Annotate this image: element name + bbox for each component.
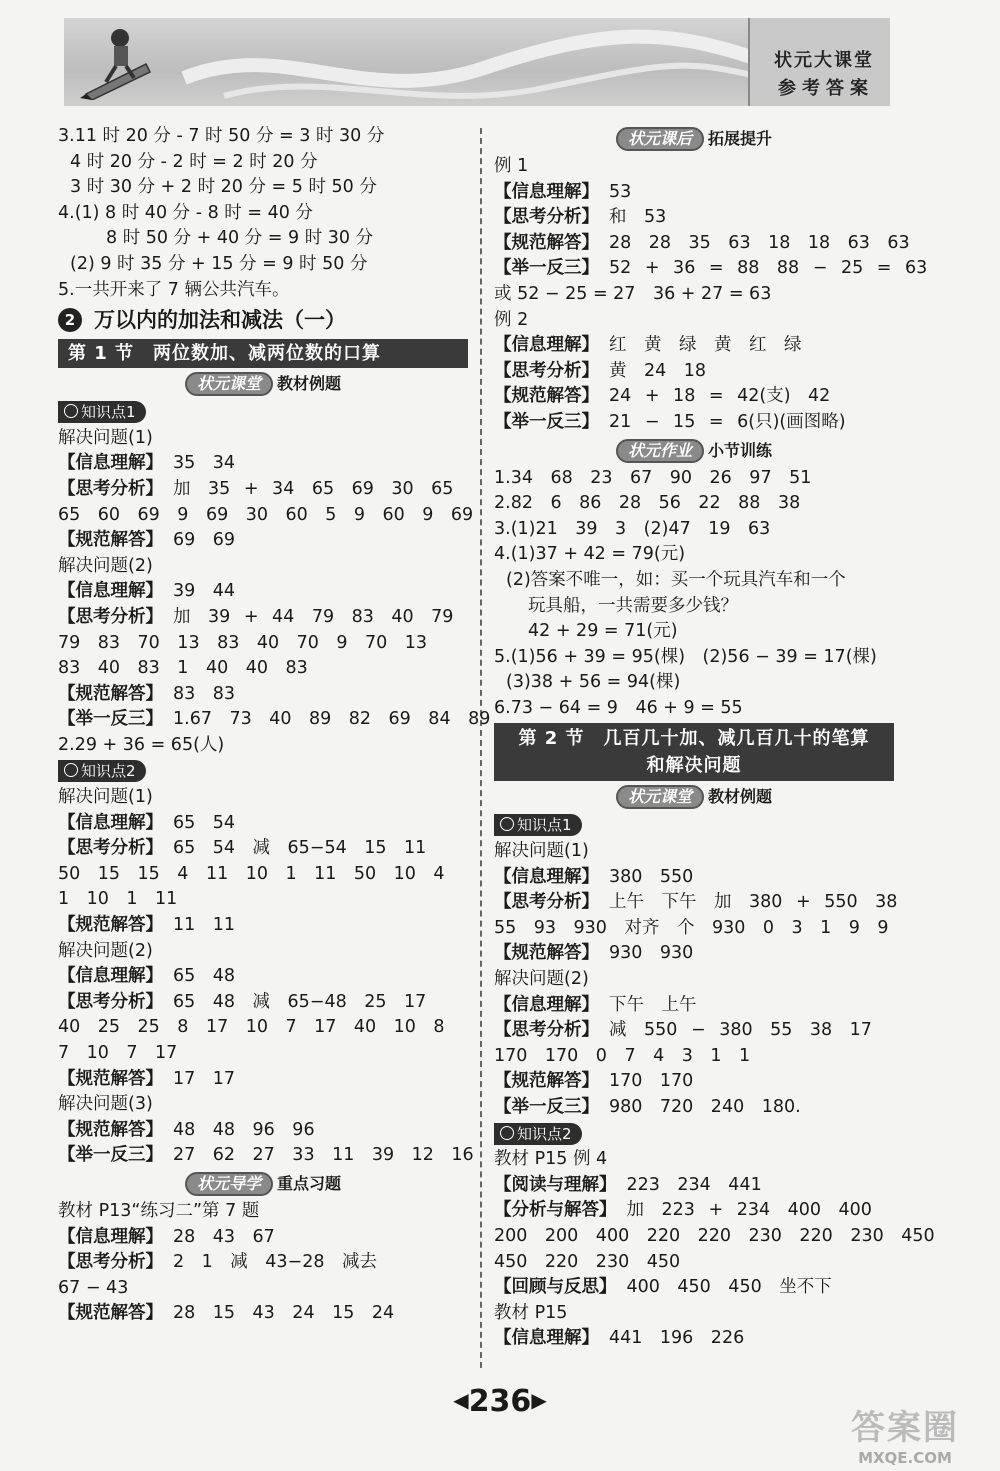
section-header-line1: 第 2 节 几百几十加、减几百几十的笔算	[518, 728, 870, 750]
text-line: 7 10 7 17	[58, 1043, 178, 1063]
mascot-pencil-icon	[76, 24, 156, 100]
answer-values: 21 − 15 = 6(只)(画图略)	[609, 411, 846, 432]
circle-arrow-icon	[64, 404, 78, 418]
knowledge-point-label: 知识点1	[81, 403, 136, 422]
section-header-line2: 和解决问题	[646, 755, 742, 777]
answer-line	[58, 528, 468, 554]
answer-tag: 【规范解答】	[494, 1071, 599, 1092]
answer-tag: 【思考分析】	[58, 606, 163, 627]
answer-tag: 【规范解答】	[494, 943, 599, 964]
answer-tag: 【举一反三】	[494, 258, 599, 279]
answer-values: 53	[609, 181, 632, 202]
answer-line	[494, 256, 928, 282]
answer-line	[58, 964, 468, 990]
text-line: 65 60 69 9 69 30 60 5 9 60 9 69	[58, 504, 474, 525]
answer-tag: 【信息理解】	[494, 181, 599, 202]
answer-tag: 【思考分析】	[494, 207, 599, 228]
text-line: 解决问题(1)	[58, 427, 153, 448]
answer-values: 24 + 18 = 42(支) 42	[609, 386, 831, 407]
answer-tag: 【规范解答】	[58, 683, 163, 704]
text-line: 40 25 25 8 17 10 7 17 40 10 8	[58, 1017, 445, 1038]
text-line: (3)38 + 56 = 94(棵)	[506, 672, 681, 693]
text-line: 解决问题(2)	[58, 555, 153, 576]
answer-line	[494, 890, 898, 916]
sub-banner	[494, 783, 894, 811]
text-line: 教材 P15	[494, 1302, 568, 1323]
chapter-title-text: 万以内的加法和减法（一）	[94, 308, 346, 333]
sub-banner	[494, 125, 894, 153]
text-line: 1 10 1 11	[58, 889, 178, 910]
answer-tag: 【信息理解】	[58, 581, 163, 602]
page-number-text: 236	[468, 1384, 532, 1419]
text-line: 5.(1)56 + 39 = 95(棵) (2)56 − 39 = 17(棵)	[494, 646, 877, 667]
answer-line	[494, 1069, 894, 1095]
text-line: 200 200 400 220 220 230 220 230 450	[494, 1225, 935, 1246]
answer-line	[58, 836, 468, 862]
text-line: 玩具船，一共需要多少钱？	[528, 595, 738, 616]
left-column	[58, 124, 491, 1327]
knowledge-point-badge	[494, 814, 582, 836]
answer-tag: 【举一反三】	[494, 1097, 599, 1117]
text-line: 4 时 20 分 - 2 时 = 2 时 20 分	[70, 151, 318, 172]
banner-subtitle: 教材例题	[277, 374, 342, 394]
answer-tag: 【举一反三】	[494, 411, 599, 432]
answer-tag: 【阅读与理解】	[494, 1174, 617, 1195]
watermark	[820, 1400, 990, 1466]
knowledge-point-row	[58, 399, 468, 426]
book-title-line2: 参考答案	[778, 78, 874, 99]
banner-subtitle: 拓展提升	[708, 129, 773, 148]
text-line: 42 + 29 = 71(元)	[528, 621, 678, 642]
answer-tag: 【思考分析】	[58, 478, 163, 499]
answer-values: 上午 下午 加 380 + 550 38	[609, 892, 898, 913]
banner-subtitle: 小节训练	[708, 440, 773, 460]
answer-tag: 【思考分析】	[494, 1020, 599, 1041]
answer-tag: 【信息理解】	[494, 1328, 599, 1349]
answer-values: 980 720 240 180.	[609, 1097, 801, 1117]
banner-pill: 状元课堂	[616, 785, 704, 809]
text-line: 50 15 15 4 11 10 1 11 50 10 4	[58, 863, 445, 884]
circle-arrow-icon	[64, 763, 78, 777]
text-line: (2)答案不唯一，如：买一个玩具汽车和一个	[506, 569, 846, 590]
answer-values: 加 223 + 234 400 400	[626, 1200, 872, 1221]
answer-tag: 【规范解答】	[58, 530, 163, 551]
answer-tag: 【规范解答】	[58, 1303, 163, 1324]
circle-arrow-icon	[500, 817, 514, 831]
knowledge-point-row	[494, 1121, 894, 1148]
answer-line	[58, 605, 468, 631]
answer-line	[494, 1198, 894, 1224]
answer-values: 65 48 减 65−48 25 17	[173, 991, 427, 1012]
text-line: 3.11 时 20 分 - 7 时 50 分 = 3 时 30 分	[58, 126, 385, 146]
chapter-number-badge: 2	[58, 308, 82, 332]
sub-banner	[58, 1170, 468, 1198]
answer-line	[494, 180, 894, 206]
answer-values: 下午 上午	[609, 994, 697, 1015]
answer-line	[58, 682, 468, 708]
answer-values: 减 550 − 380 55 38 17	[609, 1020, 872, 1041]
text-line: 8 时 50 分 + 40 分 = 9 时 30 分	[106, 228, 374, 249]
sub-banner	[58, 370, 468, 398]
answer-tag: 【举一反三】	[58, 709, 163, 730]
answer-line	[494, 1275, 894, 1301]
knowledge-point-label: 知识点2	[517, 1124, 572, 1143]
answer-values: 380 550	[609, 866, 694, 887]
answer-line	[494, 231, 910, 257]
knowledge-point-badge	[494, 1123, 582, 1145]
answer-values: 17 17	[173, 1068, 236, 1089]
text-line: 例 2	[494, 309, 529, 330]
answer-tag: 【思考分析】	[494, 892, 599, 913]
answer-values: 27 62 27 33 11 39 12 16	[173, 1145, 474, 1166]
answer-values: 加 39 + 44 79 83 40 79	[173, 606, 454, 627]
text-line: 170 170 0 7 4 3 1 1	[494, 1045, 751, 1066]
answer-tag: 【规范解答】	[494, 386, 599, 407]
text-line: 83 40 83 1 40 40 83	[58, 658, 308, 679]
answer-tag: 【规范解答】	[58, 1068, 163, 1089]
answer-values: 28 15 43 24 15 24	[173, 1303, 395, 1324]
answer-line	[58, 913, 468, 939]
text-line: 55 93 930 对齐 个 930 0 3 1 9 9	[494, 917, 889, 938]
answer-line	[58, 1118, 468, 1144]
sub-banner	[494, 437, 894, 465]
answer-values: 红 黄 绿 黄 红 绿	[609, 335, 802, 356]
answer-values: 400 450 450 坐不下	[626, 1277, 832, 1298]
answer-values: 65 48	[173, 966, 236, 987]
chapter-title	[58, 303, 468, 337]
banner-pill: 状元导学	[185, 1172, 273, 1196]
answer-line	[494, 205, 894, 231]
answer-values: 28 28 35 63 18 18 63 63	[609, 232, 910, 253]
answer-values: 48 48 96 96	[173, 1119, 315, 1140]
answer-line	[494, 410, 894, 436]
answer-line	[58, 990, 468, 1016]
knowledge-point-badge	[58, 760, 146, 782]
answer-tag: 【信息理解】	[58, 453, 163, 474]
answer-values: 65 54 减 65−54 15 11	[173, 838, 427, 859]
answer-tag: 【信息理解】	[58, 1226, 163, 1247]
answer-line	[58, 1067, 468, 1093]
answer-values: 69 69	[173, 530, 236, 551]
answer-line	[494, 1173, 894, 1199]
book-title-box	[748, 18, 890, 106]
right-column	[494, 124, 935, 1352]
knowledge-point-row	[494, 812, 894, 839]
answer-line	[58, 1250, 468, 1276]
knowledge-point-label: 知识点1	[517, 816, 572, 835]
answer-values: 39 44	[173, 581, 236, 602]
answer-tag: 【信息理解】	[494, 866, 599, 887]
answer-line	[494, 1326, 894, 1352]
knowledge-point-row	[58, 758, 468, 785]
answer-line	[58, 1143, 474, 1169]
answer-tag: 【信息理解】	[494, 335, 599, 356]
answer-line	[494, 1018, 894, 1044]
text-line: 4.(1)37 + 42 = 79(元)	[494, 544, 686, 565]
book-title-line1: 状元大课堂	[774, 50, 874, 71]
answer-line	[58, 579, 468, 605]
answer-tag: 【规范解答】	[58, 1119, 163, 1140]
knowledge-point-label: 知识点2	[81, 762, 136, 781]
column-divider	[480, 128, 482, 1368]
answer-values: 170 170	[609, 1071, 694, 1092]
answer-line	[58, 1225, 468, 1251]
text-line: 2.82 6 86 28 56 22 88 38	[494, 493, 801, 514]
answer-values: 930 930	[609, 943, 694, 964]
answer-tag: 【信息理解】	[58, 812, 163, 833]
answer-line	[494, 384, 894, 410]
section-header: 第 1 节 两位数加、减两位数的口算	[58, 339, 468, 368]
answer-tag: 【思考分析】	[58, 991, 163, 1012]
text-line: (2) 9 时 35 分 + 15 分 = 9 时 50 分	[70, 253, 368, 274]
banner-pill: 状元作业	[616, 439, 704, 463]
answer-tag: 【思考分析】	[58, 1252, 163, 1273]
answer-values: 2 1 减 43−28 减去	[173, 1252, 377, 1273]
answer-values: 223 234 441	[626, 1174, 762, 1195]
answer-values: 28 43 67	[173, 1226, 275, 1247]
answer-tag: 【信息理解】	[494, 994, 599, 1015]
text-line: 3 时 30 分 + 2 时 20 分 = 5 时 50 分	[70, 177, 377, 198]
text-line: 1.34 68 23 67 90 26 97 51	[494, 467, 812, 488]
answer-values: 加 35 + 34 65 69 30 65	[173, 478, 454, 499]
text-line: 79 83 70 13 83 40 70 9 70 13	[58, 632, 428, 653]
answer-tag: 【规范解答】	[58, 915, 163, 936]
text-line: 例 1	[494, 156, 529, 176]
answer-tag: 【回顾与反思】	[494, 1277, 617, 1298]
circle-arrow-icon	[500, 1126, 514, 1140]
answer-line	[494, 333, 894, 359]
answer-tag: 【思考分析】	[494, 360, 599, 381]
banner-pill: 状元课堂	[185, 372, 273, 396]
banner-pill: 状元课后	[616, 127, 704, 151]
answer-values: 83 83	[173, 683, 236, 704]
banner-subtitle: 重点习题	[277, 1173, 342, 1193]
watermark-text: 答案圈	[851, 1408, 959, 1448]
text-line: 5.一共开来了 7 辆公共汽车。	[58, 279, 290, 300]
answer-line	[58, 477, 468, 503]
answer-line	[494, 941, 894, 967]
answer-tag: 【举一反三】	[58, 1145, 163, 1166]
answer-line	[58, 1301, 468, 1327]
header-wave-decoration	[64, 18, 764, 106]
watermark-url: MXQE.COM	[858, 1449, 952, 1467]
left-arrow-icon: ◀	[453, 1388, 469, 1412]
text-line: 3.(1)21 39 3 (2)47 19 63	[494, 518, 771, 539]
right-arrow-icon: ▶	[531, 1388, 547, 1412]
page-header	[64, 18, 890, 106]
answer-values: 1.67 73 40 89 82 69 84 89	[173, 709, 491, 730]
text-line: 解决问题(1)	[58, 787, 153, 808]
answer-values: 11 11	[173, 915, 236, 936]
text-line: 解决问题(3)	[58, 1094, 153, 1115]
answer-tag: 【信息理解】	[58, 966, 163, 987]
text-line: 解决问题(2)	[494, 969, 589, 990]
text-line: 450 220 230 450	[494, 1251, 681, 1272]
answer-line	[494, 359, 894, 385]
answer-values: 65 54	[173, 812, 236, 833]
text-line: 教材 P13“练习二”第 7 题	[58, 1200, 260, 1221]
answer-tag: 【思考分析】	[58, 838, 163, 859]
answer-values: 35 34	[173, 453, 236, 474]
text-line: 2.29 + 36 = 65(人)	[58, 734, 225, 755]
answer-values: 黄 24 18	[609, 360, 707, 381]
answer-values: 441 196 226	[609, 1328, 745, 1349]
answer-line	[494, 993, 894, 1019]
answer-line	[58, 811, 468, 837]
text-line: 教材 P15 例 4	[494, 1149, 608, 1170]
text-line: 67 − 43	[58, 1277, 129, 1298]
text-line: 6.73 − 64 = 9 46 + 9 = 55	[494, 697, 743, 718]
text-line: 或 52 − 25 = 27 36 + 27 = 63	[494, 283, 772, 304]
text-line: 解决问题(1)	[494, 841, 589, 862]
section-header	[494, 723, 894, 781]
answer-line	[58, 707, 491, 733]
answer-values: 52 + 36 = 88 88 − 25 = 63	[609, 258, 928, 279]
answer-line	[494, 865, 894, 891]
text-line: 解决问题(2)	[58, 940, 153, 961]
answer-values: 和 53	[609, 207, 667, 228]
knowledge-point-badge	[58, 401, 146, 423]
banner-subtitle: 教材例题	[708, 787, 773, 807]
answer-line	[494, 1095, 894, 1121]
answer-tag: 【分析与解答】	[494, 1200, 617, 1221]
text-line: 4.(1) 8 时 40 分 - 8 时 = 40 分	[58, 202, 313, 223]
answer-tag: 【规范解答】	[494, 232, 599, 253]
answer-line	[58, 451, 468, 477]
